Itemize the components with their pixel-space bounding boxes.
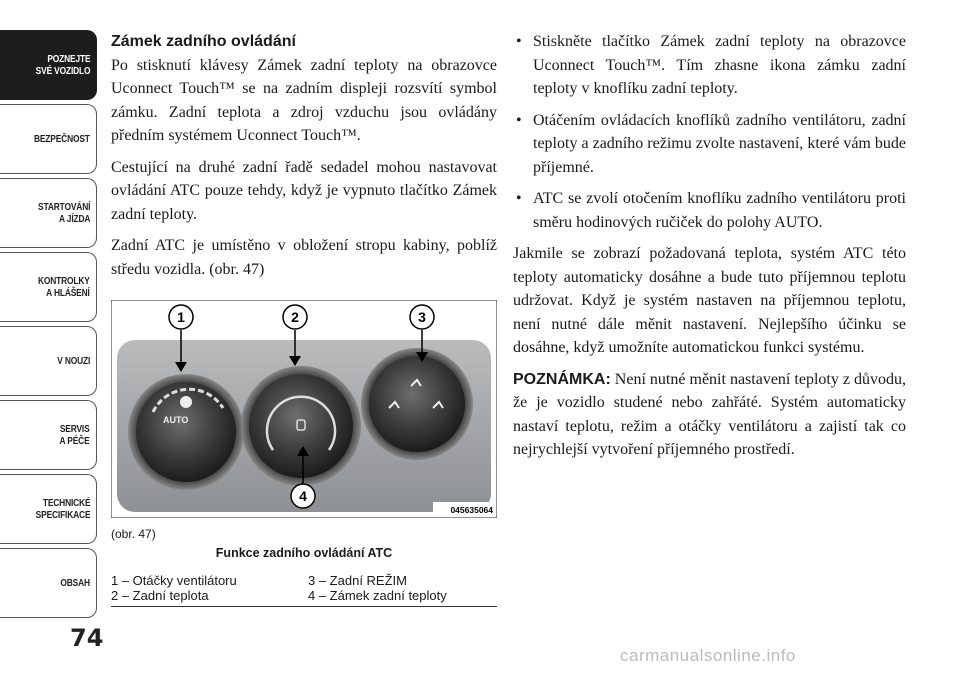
callout-2 xyxy=(283,305,307,329)
image-code: 045635064 xyxy=(450,505,493,515)
bullet-list xyxy=(513,30,906,234)
figure-title: Funkce zadního ovládání ATC xyxy=(215,546,393,560)
tab-kontrolky-a-hlaseni[interactable]: KONTROLKY A HLÁŠENÍ xyxy=(0,252,97,322)
atc-controls-figure xyxy=(111,300,497,518)
watermark: carmanualsonline.info xyxy=(620,646,796,665)
temperature-knob xyxy=(241,366,361,486)
note-text: Není nutné měnit nastavení teploty z důvodu, že je vozidlo studené nebo zahřáté. Systém automaticky nastaví teplotu, režim a otáčky ventilátoru a zajistí tak co nejrychlejší vytvoření příjemného prostředí. xyxy=(513,370,906,458)
legend-item: 2 – Zadní teplota xyxy=(111,588,209,603)
figure-ref: (obr. 47) xyxy=(111,527,156,541)
legend-item: 3 – Zadní REŽIM xyxy=(308,573,407,588)
svg-text:3: 3 xyxy=(418,309,426,325)
tab-v-nouzi[interactable]: V NOUZI xyxy=(0,326,97,396)
right-column xyxy=(513,30,906,470)
legend-item: 1 – Otáčky ventilátoru xyxy=(111,573,237,588)
svg-text:1: 1 xyxy=(177,309,185,325)
paragraph: Po stisknutí klávesy Zámek zadní teploty na obrazovce Uconnect Touch™ se na zadním displeji rozsvítí symbol zámku. Zadní teplota a zdroj vzduchu jsou ovládány předním systémem Uconnect Touch™. xyxy=(111,56,497,144)
tab-startovani-a-jizda[interactable]: STARTOVÁNÍ A JÍZDA xyxy=(0,178,97,248)
tab-bezpecnost[interactable]: BEZPEČNOST xyxy=(0,104,97,174)
svg-text:2: 2 xyxy=(291,309,299,325)
note-label: POZNÁMKA: xyxy=(513,370,611,388)
callout-1 xyxy=(169,305,193,329)
paragraph: Cestující na druhé zadní řadě sedadel mohou nastavovat ovládání ATC pouze tehdy, když je vypnuto tlačítko Zámek zadní teploty. xyxy=(111,158,497,223)
tab-servis-a-pece[interactable]: SERVIS A PÉČE xyxy=(0,400,97,470)
tab-technicke-specifikace[interactable]: TECHNICKÉ SPECIFIKACE xyxy=(0,474,97,544)
paragraph: Zadní ATC je umístěno v obložení stropu kabiny, poblíž středu vozidla. (obr. 47) xyxy=(111,237,497,278)
fan-speed-knob xyxy=(128,374,244,490)
note-paragraph xyxy=(513,368,906,462)
figure-legend xyxy=(111,573,497,607)
callout-4 xyxy=(291,484,315,508)
list-item: • Otáčením ovládacích knoflíků zadního ventilátoru, zadní teploty a zadního režimu zvolte nastavení, které vám bude příjemné. xyxy=(513,109,906,180)
legend-item: 4 – Zámek zadní teploty xyxy=(308,588,447,603)
left-column xyxy=(111,30,497,289)
list-item: • Stiskněte tlačítko Zámek zadní teploty na obrazovce Uconnect Touch™. Tím zhasne ikona zámku zadní teploty v knoflíku zadní teploty. xyxy=(513,30,906,101)
fan-icon xyxy=(180,396,192,408)
tab-obsah[interactable]: OBSAH xyxy=(0,548,97,618)
mode-knob xyxy=(361,348,473,460)
section-heading: Zámek zadního ovládání xyxy=(111,33,296,50)
page-number: 74 xyxy=(70,624,104,652)
tab-poznejte-sve-vozidlo[interactable]: POZNEJTE SVÉ VOZIDLO xyxy=(0,30,97,100)
atc-panel-illustration xyxy=(111,300,497,518)
list-item: • ATC se zvolí otočením knoflíku zadního ventilátoru proti směru hodinových ručiček do polohy AUTO. xyxy=(513,187,906,234)
svg-text:4: 4 xyxy=(299,488,307,504)
auto-label: AUTO xyxy=(163,415,189,425)
paragraph: Jakmile se zobrazí požadovaná teplota, systém ATC této teploty automaticky dosáhne a bude tuto příjemnou teplotu udržovat. Když je systém nastaven na příjemnou teplotu, není nutné dále měnit nastavení. Nejlepšího účinku se dosáhne, když umožníte automatickou funkci systému. xyxy=(513,245,906,356)
callout-3 xyxy=(410,305,434,329)
